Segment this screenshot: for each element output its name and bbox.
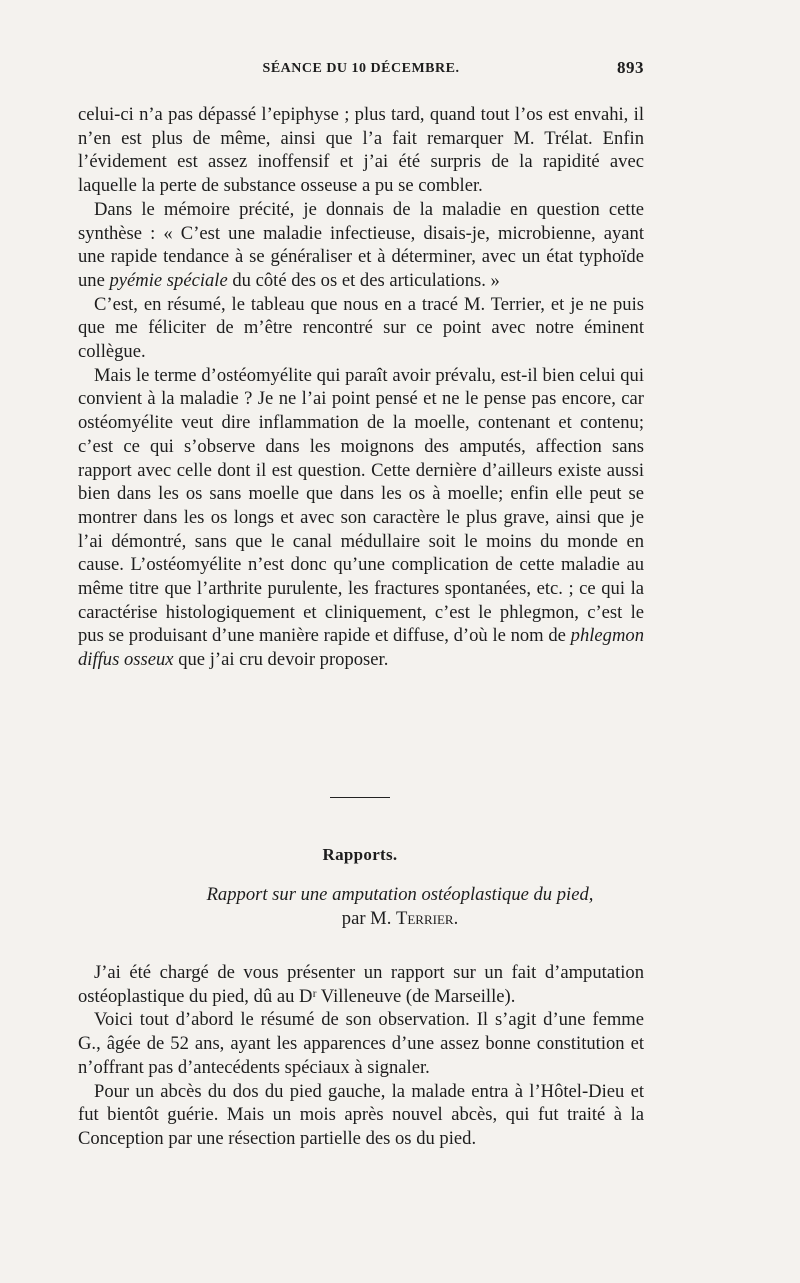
- italic-term-phlegmon: phlegmon diffus osseux: [78, 625, 644, 671]
- paragraph-5: J’ai été chargé de vous présenter un rapport sur un fait d’amputation ostéoplastique du pied, dû au Dʳ Villeneuve (de Marseille).: [78, 962, 644, 1007]
- report-byline: [80, 907, 720, 931]
- report-title: Rapport sur une amputation ostéoplastique du pied,: [206, 884, 594, 905]
- section-divider: [330, 797, 390, 798]
- page-number: 893: [617, 58, 644, 77]
- paragraph-2-text: Dans le mémoire précité, je donnais de la maladie en question cette synthèse : « C’est une maladie infectieuse, disais-je, microbienne, ayant une rapide tendance à se généraliser et à déterminer, avec un état typhoïde une: [78, 198, 644, 291]
- report-author: Terrier.: [396, 908, 459, 929]
- paragraph-4: [78, 364, 644, 672]
- paragraph-3: C’est, en résumé, le tableau que nous en a tracé M. Terrier, et je ne puis que me féliciter de m’être rencontré sur ce point avec notre éminent collègue.: [78, 293, 644, 363]
- paragraph-4-tail: que j’ai cru devoir proposer.: [173, 649, 389, 671]
- byline-prefix: par M.: [341, 908, 396, 929]
- italic-term-pyemie: pyémie spéciale: [109, 269, 228, 291]
- text-block-top: [78, 103, 644, 672]
- paragraph-2: [78, 198, 644, 293]
- section-heading: Rapports.: [322, 845, 398, 864]
- text-block-bottom: [78, 961, 644, 1151]
- paragraph-4-text: Mais le terme d’ostéomyélite qui paraît avoir prévalu, est-il bien celui qui convient à la maladie ? Je ne l’ai point pensé et ne le pense pas encore, car ostéomyélite veut dire inflammation de la moelle, contenant et contenu; c’est ce qui s’observe dans les moignons des amputés, affection sans rapport avec celle dont il est question. Cette dernière d’ailleurs existe aussi bien dans les os sans moelle que dans les os à moelle; enfin elle peut se montrer dans les os longs et avec son caractère le plus grave, ainsi que je l’ai démontré, sans que le canal médullaire soit le moins du monde en cause. L’ostéomyélite n’est donc qu’une complication de cette maladie au même titre que l’arthrite purulente, les fractures spontanées, etc. ; ce qui la caractérise histologiquement et cliniquement, c’est le phlegmon, c’est le pus se produisant d’une manière rapide et diffuse, d’où le nom de: [78, 364, 644, 647]
- paragraph-7: Pour un abcès du dos du pied gauche, la malade entra à l’Hôtel-Dieu et fut bientôt guérie. Mais un mois après nouvel abcès, qui fut traité à la Conception par une résection partielle des os du pied.: [78, 1080, 644, 1149]
- page-header: [78, 58, 644, 82]
- running-title: SÉANCE DU 10 DÉCEMBRE.: [262, 61, 460, 76]
- paragraph-6: Voici tout d’abord le résumé de son observation. Il s’agit d’une femme G., âgée de 52 ans, ayant les apparences d’une assez bonne constitution et n’offrant pas d’antecédents spéciaux à signaler.: [78, 1009, 644, 1078]
- paragraph-2-tail: du côté des os et des articulations. »: [227, 269, 500, 291]
- paragraph-1: celui-ci n’a pas dépassé l’epiphyse ; plus tard, quand tout l’os est envahi, il n’en est plus de même, ainsi que l’a fait remarquer M. Trélat. Enfin l’évidement est assez inoffensif et j’ai été surpris de la rapidité avec laquelle la perte de substance osseuse a pu se combler.: [78, 104, 644, 197]
- report-title-block: [80, 883, 720, 931]
